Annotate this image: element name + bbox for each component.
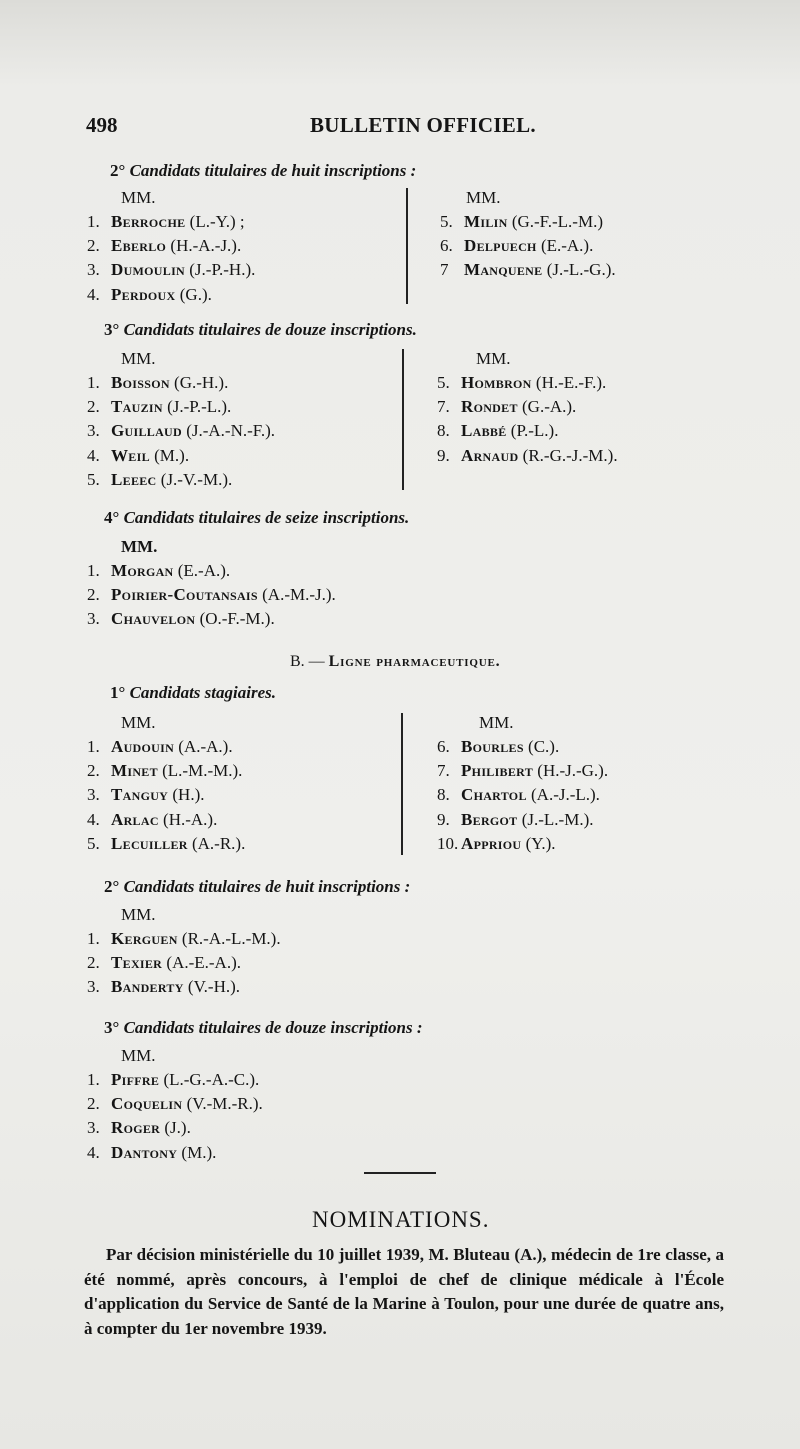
running-title: BULLETIN OFFICIEL. bbox=[310, 113, 536, 137]
person-initials: (Y.). bbox=[521, 833, 556, 853]
person-initials: (H.). bbox=[168, 785, 205, 805]
item-number: 7 bbox=[440, 260, 449, 280]
list-item bbox=[437, 761, 608, 781]
person-initials: (A.-E.-A.). bbox=[162, 953, 241, 973]
item-number: 2. bbox=[87, 953, 100, 973]
column-divider bbox=[401, 713, 403, 855]
column-divider bbox=[402, 349, 404, 490]
section-heading-douze-inscriptions: 3° Candidats titulaires de douze inscriptions. bbox=[104, 320, 417, 339]
item-number: 2. bbox=[87, 761, 100, 781]
section-heading-huit-inscriptions-pharma: 2° Candidats titulaires de huit inscriptions : bbox=[104, 877, 411, 896]
list-item bbox=[87, 421, 275, 441]
person-initials: (G.-F.-L.-M.) bbox=[507, 212, 603, 231]
mm-label: MM. bbox=[121, 1046, 156, 1065]
item-number: 9. bbox=[437, 809, 450, 829]
person-initials: (L.-Y.) ; bbox=[185, 212, 245, 231]
person-surname: Audouin bbox=[111, 737, 175, 756]
person-surname: Banderty bbox=[111, 977, 184, 997]
item-number: 6. bbox=[440, 236, 453, 256]
item-number: 4. bbox=[87, 445, 100, 465]
person-initials: (V.-H.). bbox=[183, 977, 241, 997]
person-initials: (H.-J.-G.). bbox=[533, 761, 609, 781]
person-surname: Tanguy bbox=[111, 785, 169, 805]
person-surname: Tauzin bbox=[111, 397, 163, 417]
list-item bbox=[87, 609, 275, 629]
person-initials: (J.-P.-H.). bbox=[185, 260, 256, 280]
list-item bbox=[437, 373, 606, 393]
list-item bbox=[87, 810, 217, 830]
list-item bbox=[87, 761, 242, 781]
person-surname: Bergot bbox=[461, 809, 518, 829]
person-initials: (O.-F.-M.). bbox=[195, 609, 275, 629]
list-item bbox=[87, 446, 189, 466]
list-item bbox=[87, 1094, 263, 1114]
person-initials: (J.-V.-M.). bbox=[156, 469, 233, 489]
person-surname: Leeec bbox=[111, 469, 157, 489]
mm-label: MM. bbox=[121, 188, 156, 207]
item-number: 3. bbox=[87, 609, 100, 629]
person-surname: Arlac bbox=[111, 809, 159, 829]
person-surname: Coquelin bbox=[111, 1094, 183, 1114]
person-surname: Piffre bbox=[111, 1070, 160, 1089]
item-number: 5. bbox=[440, 212, 453, 231]
item-number: 5. bbox=[87, 469, 100, 489]
person-initials: (J.-L.-G.). bbox=[542, 260, 616, 280]
mm-label: MM. bbox=[121, 349, 156, 368]
section-heading-huit-inscriptions: 2° Candidats titulaires de huit inscriptions : bbox=[110, 161, 417, 180]
person-surname: Dumoulin bbox=[111, 260, 186, 280]
mm-label: MM. bbox=[121, 905, 156, 924]
mm-label: MM. bbox=[121, 713, 156, 732]
person-surname: Kerguen bbox=[111, 929, 178, 948]
item-number: 2. bbox=[87, 585, 100, 605]
person-initials: (A.-R.). bbox=[187, 833, 246, 853]
item-number: 3. bbox=[87, 260, 100, 280]
list-item bbox=[440, 236, 593, 256]
list-item bbox=[87, 1070, 259, 1090]
list-item bbox=[87, 373, 228, 393]
item-number: 1. bbox=[87, 1070, 100, 1089]
person-surname: Delpuech bbox=[464, 236, 537, 256]
person-surname: Chartol bbox=[461, 785, 527, 805]
item-number: 1. bbox=[87, 373, 100, 392]
list-item bbox=[437, 834, 556, 854]
person-surname: Perdoux bbox=[111, 284, 176, 304]
list-item bbox=[437, 737, 559, 757]
item-number: 2. bbox=[87, 1094, 100, 1114]
item-number: 7. bbox=[437, 761, 450, 781]
person-surname: Bourles bbox=[461, 737, 524, 756]
person-initials: (L.-M.-M.). bbox=[157, 761, 243, 781]
list-item bbox=[437, 421, 558, 441]
list-item bbox=[87, 236, 241, 256]
person-surname: Weil bbox=[111, 445, 150, 465]
person-surname: Milin bbox=[464, 212, 508, 231]
section-heading-douze-inscriptions-pharma: 3° Candidats titulaires de douze inscriptions : bbox=[104, 1018, 423, 1037]
person-initials: (G.-A.). bbox=[517, 397, 577, 417]
item-number: 1. bbox=[87, 561, 100, 580]
item-number: 7. bbox=[437, 397, 450, 417]
mm-label: MM. bbox=[121, 537, 158, 556]
person-surname: Eberlo bbox=[111, 236, 167, 256]
person-surname: Morgan bbox=[111, 561, 174, 580]
page-header bbox=[0, 113, 800, 143]
person-initials: (V.-M.-R.). bbox=[182, 1094, 263, 1114]
person-initials: (R.-A.-L.-M.). bbox=[177, 929, 281, 948]
person-surname: Lecuiller bbox=[111, 833, 188, 853]
person-initials: (M.). bbox=[177, 1142, 217, 1162]
item-number: 5. bbox=[87, 833, 100, 853]
person-initials: (G.). bbox=[175, 284, 212, 304]
list-item bbox=[87, 285, 212, 305]
person-initials: (E.-A.). bbox=[173, 561, 231, 580]
item-number: 3. bbox=[87, 1118, 100, 1138]
list-item bbox=[87, 737, 233, 757]
person-initials: (M.). bbox=[149, 445, 190, 465]
item-number: 1. bbox=[87, 737, 100, 756]
list-item bbox=[87, 561, 230, 581]
mm-label: MM. bbox=[466, 188, 501, 207]
section-heading-stagiaires: 1° Candidats stagiaires. bbox=[110, 683, 276, 702]
person-initials: (J.-A.-N.-F.). bbox=[181, 421, 276, 441]
list-item bbox=[87, 212, 245, 232]
list-item bbox=[87, 470, 232, 490]
list-item bbox=[87, 977, 240, 997]
item-number: 9. bbox=[437, 445, 450, 465]
column-divider bbox=[406, 188, 408, 304]
person-initials: (J.-P.-L.). bbox=[162, 397, 232, 417]
person-surname: Arnaud bbox=[461, 445, 519, 465]
section-heading-seize-inscriptions: 4° Candidats titulaires de seize inscriptions. bbox=[104, 508, 410, 527]
item-number: 6. bbox=[437, 737, 450, 756]
person-initials: (P.-L.). bbox=[506, 421, 559, 441]
person-surname: Poirier-Coutansais bbox=[111, 585, 258, 605]
mm-label: MM. bbox=[479, 713, 514, 732]
item-number: 4. bbox=[87, 1142, 100, 1162]
person-initials: (G.-H.). bbox=[169, 373, 229, 392]
person-initials: (R.-G.-J.-M.). bbox=[518, 445, 618, 465]
person-initials: (A.-A.). bbox=[174, 737, 233, 756]
person-initials: (C.). bbox=[523, 737, 560, 756]
section-b-title: B. — Ligne pharmaceutique. bbox=[290, 653, 501, 670]
person-surname: Philibert bbox=[461, 761, 534, 781]
item-number: 4. bbox=[87, 284, 100, 304]
mm-label: MM. bbox=[476, 349, 511, 368]
person-initials: (H.-E.-F.). bbox=[531, 373, 607, 392]
person-initials: (J.-L.-M.). bbox=[517, 809, 594, 829]
item-number: 4. bbox=[87, 809, 100, 829]
person-surname: Berroche bbox=[111, 212, 186, 231]
item-number: 10. bbox=[437, 833, 459, 853]
list-item bbox=[87, 834, 245, 854]
person-surname: Guillaud bbox=[111, 421, 182, 441]
list-item bbox=[87, 397, 231, 417]
person-initials: (A.-J.-L.). bbox=[526, 785, 600, 805]
item-number: 3. bbox=[87, 421, 100, 441]
person-initials: (J.). bbox=[160, 1118, 191, 1138]
item-number: 5. bbox=[437, 373, 450, 392]
person-surname: Dantony bbox=[111, 1142, 178, 1162]
list-item bbox=[87, 1118, 191, 1138]
nomination-paragraph: Par décision ministérielle du 10 juillet 1939, M. Bluteau (A.), médecin de 1re classe, a été nommé, après concours, à l'emploi de chef de clinique médicale à l'École d'application du Service de Santé de la Marine à Toulon, pour une durée de quatre ans, à compter du 1er novembre 1939. bbox=[84, 1245, 724, 1338]
list-item bbox=[437, 397, 576, 417]
item-number: 1. bbox=[87, 212, 100, 231]
person-surname: Manquene bbox=[464, 260, 543, 280]
list-item bbox=[437, 810, 594, 830]
person-surname: Labbé bbox=[461, 421, 507, 441]
person-initials: (L.-G.-A.-C.). bbox=[159, 1070, 260, 1089]
person-surname: Rondet bbox=[461, 397, 518, 417]
list-item bbox=[437, 785, 600, 805]
person-surname: Texier bbox=[111, 953, 163, 973]
list-item bbox=[437, 446, 618, 466]
item-number: 2. bbox=[87, 397, 100, 417]
item-number: 1. bbox=[87, 929, 100, 948]
item-number: 8. bbox=[437, 785, 450, 805]
person-initials: (E.-A.). bbox=[536, 236, 594, 256]
person-surname: Appriou bbox=[461, 833, 522, 853]
person-surname: Roger bbox=[111, 1118, 161, 1138]
list-item bbox=[440, 260, 616, 280]
list-item bbox=[87, 585, 336, 605]
person-surname: Chauvelon bbox=[111, 609, 196, 629]
list-item bbox=[87, 1143, 216, 1163]
list-item bbox=[87, 953, 241, 973]
person-surname: Boisson bbox=[111, 373, 170, 392]
list-item bbox=[87, 929, 281, 949]
list-item bbox=[87, 785, 205, 805]
nominations-title: NOMINATIONS. bbox=[312, 1207, 490, 1232]
page-number: 498 bbox=[86, 113, 118, 137]
person-surname: Minet bbox=[111, 761, 158, 781]
list-item bbox=[87, 260, 255, 280]
item-number: 8. bbox=[437, 421, 450, 441]
item-number: 2. bbox=[87, 236, 100, 256]
list-item bbox=[440, 212, 603, 232]
person-initials: (A.-M.-J.). bbox=[257, 585, 336, 605]
person-initials: (H.-A.-J.). bbox=[166, 236, 242, 256]
item-number: 3. bbox=[87, 785, 100, 805]
separator-rule bbox=[364, 1172, 436, 1174]
item-number: 3. bbox=[87, 977, 100, 997]
person-initials: (H.-A.). bbox=[158, 809, 218, 829]
person-surname: Hombron bbox=[461, 373, 532, 392]
